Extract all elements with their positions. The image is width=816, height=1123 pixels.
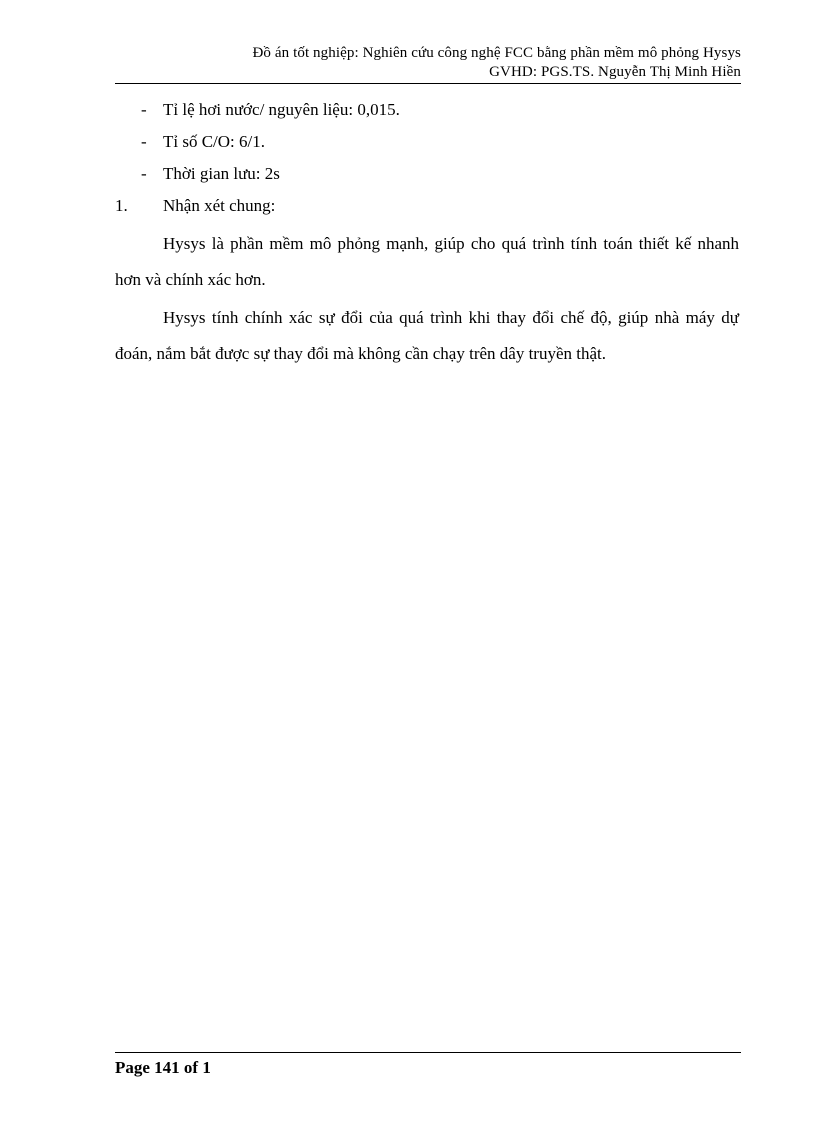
bullet-item — [115, 162, 739, 194]
page-header — [115, 44, 741, 82]
bullet-dash: - — [141, 132, 147, 151]
bullet-text: Thời gian lưu: 2s — [163, 164, 280, 183]
section-heading — [115, 194, 739, 226]
document-body — [115, 98, 739, 372]
bullet-text: Tỉ số C/O: 6/1. — [163, 132, 266, 151]
page-number: Page 141 of 1 — [115, 1058, 211, 1077]
paragraph: Hysys tính chính xác sự đổi của quá trình khi thay đổi chế độ, giúp nhà máy dự đoán, nắm bắt được sự thay đổi mà không cần chạy trên dây truyền thật. — [115, 308, 739, 363]
footer-rule — [115, 1052, 741, 1053]
bullet-item — [115, 98, 739, 130]
section-title: Nhận xét chung: — [163, 196, 276, 215]
header-title: Đồ án tốt nghiệp: Nghiên cứu công nghệ FCC bằng phần mềm mô phỏng Hysys — [252, 45, 741, 61]
bullet-item — [115, 130, 739, 162]
section-number: 1. — [115, 196, 128, 215]
header-supervisor: GVHD: PGS.TS. Nguyễn Thị Minh Hiền — [489, 64, 741, 80]
bullet-dash: - — [141, 100, 147, 119]
header-rule — [115, 83, 741, 84]
paragraph: Hysys là phần mềm mô phỏng mạnh, giúp cho quá trình tính toán thiết kế nhanh hơn và chính xác hơn. — [115, 234, 739, 289]
bullet-text: Tỉ lệ hơi nước/ nguyên liệu: 0,015. — [163, 100, 400, 119]
page-footer — [115, 1058, 211, 1078]
bullet-dash: - — [141, 164, 147, 183]
